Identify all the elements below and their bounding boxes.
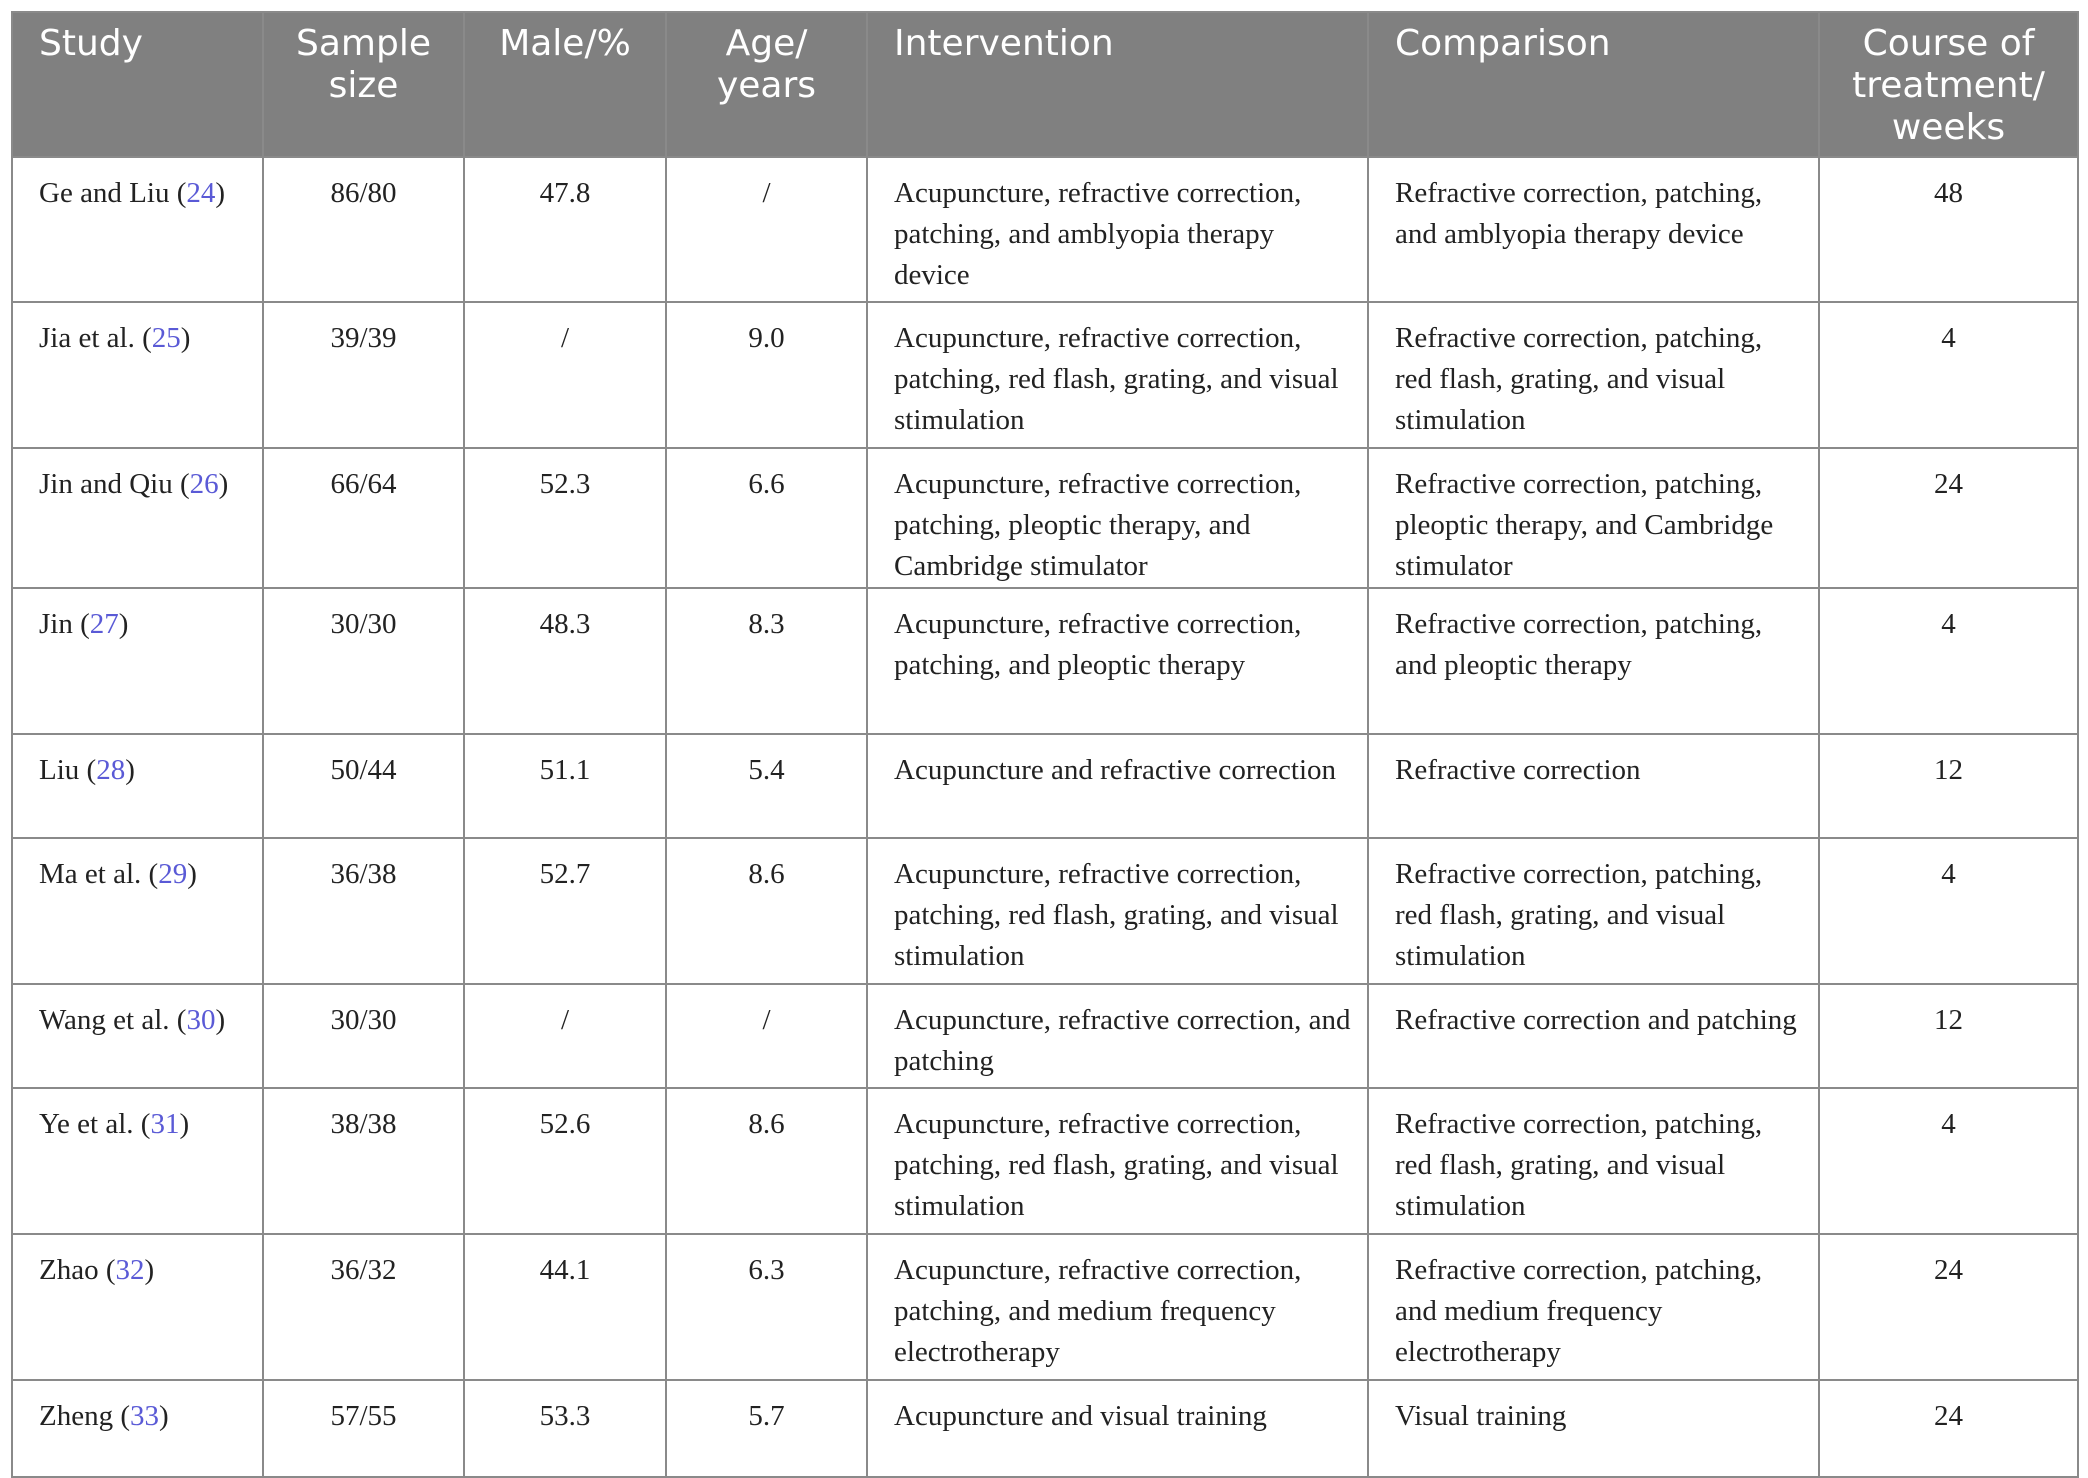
reference-link[interactable]: 30 <box>186 1004 216 1036</box>
cell-age: / <box>666 984 867 1088</box>
reference-link[interactable]: 29 <box>158 858 188 890</box>
cell-course: 24 <box>1819 1380 2078 1477</box>
cell-age: 8.6 <box>666 838 867 984</box>
cell-comparison: Refractive correction and patching <box>1368 984 1819 1088</box>
cell-sample-size: 66/64 <box>263 448 464 588</box>
cell-comparison: Refractive correction, patching, and amblyopia therapy device <box>1368 157 1819 302</box>
cell-age: 8.6 <box>666 1088 867 1234</box>
cell-age: 6.3 <box>666 1234 867 1380</box>
cell-study: Ma et al. (29) <box>12 838 263 984</box>
cell-male-percent: / <box>464 984 666 1088</box>
cell-study: Zheng (33) <box>12 1380 263 1477</box>
cell-sample-size: 86/80 <box>263 157 464 302</box>
table-row <box>12 157 2078 302</box>
cell-course: 24 <box>1819 1234 2078 1380</box>
header-male-percent: Male/% <box>464 12 666 157</box>
reference-link[interactable]: 28 <box>96 754 126 786</box>
table-row <box>12 838 2078 984</box>
study-author: Ye et al. <box>39 1108 134 1140</box>
study-author: Zheng <box>39 1400 114 1432</box>
header-intervention: Intervention <box>867 12 1368 157</box>
cell-study: Wang et al. (30) <box>12 984 263 1088</box>
study-author: Jin <box>39 608 73 640</box>
cell-study: Jia et al. (25) <box>12 302 263 448</box>
cell-sample-size: 30/30 <box>263 588 464 734</box>
cell-sample-size: 36/32 <box>263 1234 464 1380</box>
cell-comparison: Visual training <box>1368 1380 1819 1477</box>
cell-male-percent: 48.3 <box>464 588 666 734</box>
reference-link[interactable]: 26 <box>189 468 219 500</box>
study-author: Wang et al. <box>39 1004 170 1036</box>
reference-link[interactable]: 31 <box>150 1108 180 1140</box>
cell-comparison: Refractive correction, patching, and pleoptic therapy <box>1368 588 1819 734</box>
cell-comparison: Refractive correction <box>1368 734 1819 838</box>
reference-link[interactable]: 33 <box>130 1400 160 1432</box>
study-author: Ge and Liu <box>39 177 170 209</box>
cell-intervention: Acupuncture and visual training <box>867 1380 1368 1477</box>
cell-intervention: Acupuncture, refractive correction, patching, pleoptic therapy, and Cambridge stimulator <box>867 448 1368 588</box>
cell-age: 5.4 <box>666 734 867 838</box>
table-row <box>12 588 2078 734</box>
table-row <box>12 448 2078 588</box>
cell-male-percent: 53.3 <box>464 1380 666 1477</box>
cell-intervention: Acupuncture, refractive correction, patching, red flash, grating, and visual stimulation <box>867 838 1368 984</box>
header-sample-size: Sample size <box>263 12 464 157</box>
reference-link[interactable]: 27 <box>89 608 119 640</box>
cell-sample-size: 50/44 <box>263 734 464 838</box>
cell-age: 8.3 <box>666 588 867 734</box>
cell-study: Jin and Qiu (26) <box>12 448 263 588</box>
cell-male-percent: 52.7 <box>464 838 666 984</box>
study-author: Jin and Qiu <box>39 468 173 500</box>
cell-male-percent: 44.1 <box>464 1234 666 1380</box>
header-row <box>12 12 2078 157</box>
cell-course: 48 <box>1819 157 2078 302</box>
table-row <box>12 734 2078 838</box>
study-author: Ma et al. <box>39 858 142 890</box>
cell-comparison: Refractive correction, patching, and medium frequency electrotherapy <box>1368 1234 1819 1380</box>
table-row <box>12 302 2078 448</box>
cell-course: 24 <box>1819 448 2078 588</box>
cell-sample-size: 30/30 <box>263 984 464 1088</box>
study-author: Zhao <box>39 1254 99 1286</box>
reference-link[interactable]: 24 <box>186 177 216 209</box>
header-course-of-treatment: Course of treatment/ weeks <box>1819 12 2078 157</box>
cell-age: 6.6 <box>666 448 867 588</box>
header-age: Age/ years <box>666 12 867 157</box>
cell-age: / <box>666 157 867 302</box>
cell-sample-size: 36/38 <box>263 838 464 984</box>
cell-age: 9.0 <box>666 302 867 448</box>
cell-course: 4 <box>1819 838 2078 984</box>
cell-comparison: Refractive correction, patching, red flash, grating, and visual stimulation <box>1368 838 1819 984</box>
cell-comparison: Refractive correction, patching, red flash, grating, and visual stimulation <box>1368 302 1819 448</box>
table-row <box>12 1088 2078 1234</box>
table-row <box>12 984 2078 1088</box>
cell-course: 4 <box>1819 302 2078 448</box>
reference-link[interactable]: 32 <box>115 1254 145 1286</box>
cell-intervention: Acupuncture, refractive correction, patching, and medium frequency electrotherapy <box>867 1234 1368 1380</box>
cell-course: 12 <box>1819 984 2078 1088</box>
cell-sample-size: 57/55 <box>263 1380 464 1477</box>
study-characteristics-table <box>11 11 2079 1478</box>
cell-male-percent: 51.1 <box>464 734 666 838</box>
cell-male-percent: 52.6 <box>464 1088 666 1234</box>
cell-course: 4 <box>1819 588 2078 734</box>
cell-intervention: Acupuncture, refractive correction, patching, and pleoptic therapy <box>867 588 1368 734</box>
table-row <box>12 1380 2078 1477</box>
cell-intervention: Acupuncture, refractive correction, patching, red flash, grating, and visual stimulation <box>867 302 1368 448</box>
cell-study: Ge and Liu (24) <box>12 157 263 302</box>
cell-study: Zhao (32) <box>12 1234 263 1380</box>
cell-age: 5.7 <box>666 1380 867 1477</box>
cell-comparison: Refractive correction, patching, red flash, grating, and visual stimulation <box>1368 1088 1819 1234</box>
cell-intervention: Acupuncture and refractive correction <box>867 734 1368 838</box>
cell-sample-size: 39/39 <box>263 302 464 448</box>
cell-study: Liu (28) <box>12 734 263 838</box>
cell-intervention: Acupuncture, refractive correction, patching, and amblyopia therapy device <box>867 157 1368 302</box>
header-study: Study <box>12 12 263 157</box>
header-comparison: Comparison <box>1368 12 1819 157</box>
cell-course: 12 <box>1819 734 2078 838</box>
cell-course: 4 <box>1819 1088 2078 1234</box>
cell-comparison: Refractive correction, patching, pleoptic therapy, and Cambridge stimulator <box>1368 448 1819 588</box>
cell-intervention: Acupuncture, refractive correction, and patching <box>867 984 1368 1088</box>
reference-link[interactable]: 25 <box>151 322 181 354</box>
study-author: Liu <box>39 754 80 786</box>
cell-study: Ye et al. (31) <box>12 1088 263 1234</box>
cell-study: Jin (27) <box>12 588 263 734</box>
cell-male-percent: 52.3 <box>464 448 666 588</box>
cell-sample-size: 38/38 <box>263 1088 464 1234</box>
cell-male-percent: / <box>464 302 666 448</box>
cell-intervention: Acupuncture, refractive correction, patching, red flash, grating, and visual stimulation <box>867 1088 1368 1234</box>
cell-male-percent: 47.8 <box>464 157 666 302</box>
table-row <box>12 1234 2078 1380</box>
study-author: Jia et al. <box>39 322 135 354</box>
